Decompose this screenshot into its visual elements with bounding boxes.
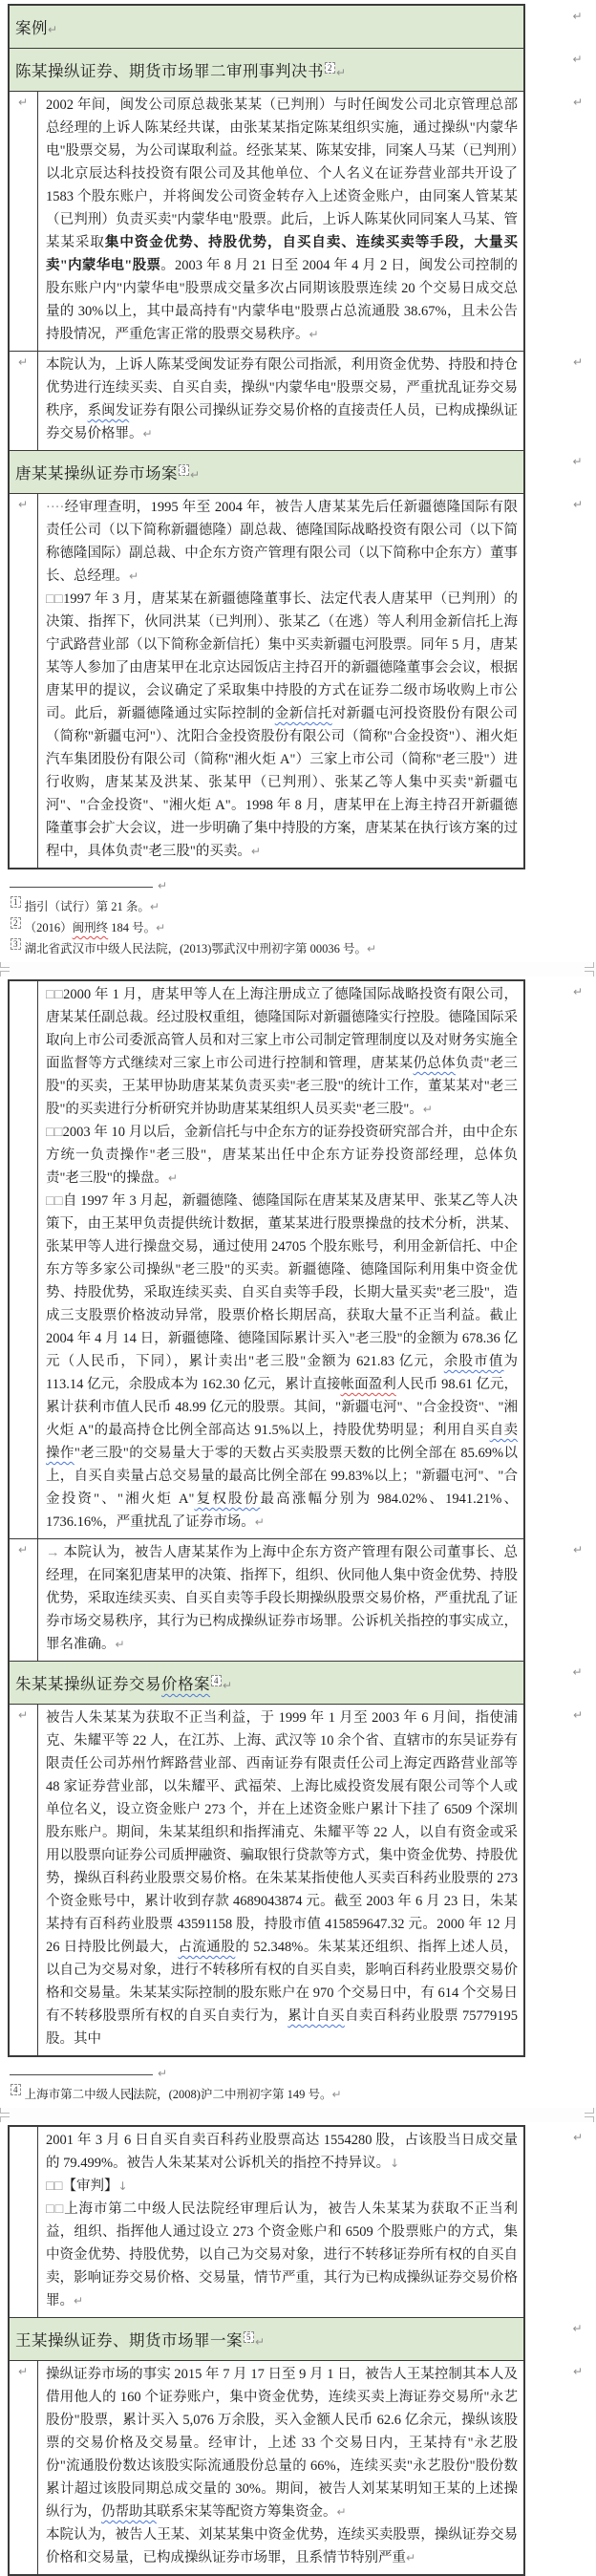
text-segment: 湖北省武汉市中级人民法院，(2013)鄂武汉中刑初字第 00036 号。 [24,942,367,955]
paragraph-mark-icon: ↵ [18,96,29,109]
text-segment: 被告人朱某某为获取不正当利益，于 1999 年 1 月至 2003 年 6 月间，指使浦克、朱耀平等 22 人，在江苏、上海、武汉等 10 余个省、直辖市的东吴证券有限责任公司苏州竹辉路营业部、西南证券有限责任公司上海定西路营业部等 48 家证券营业部，以朱耀平、武福荣、上海比威投资发展有限公司等个人或单位名义，设立资金账户 273 个，并在上述资金账户累计下挂了 6509 个深圳股东账户。期间，朱某某组织和指挥浦克、朱耀平等 22 人，以自有资金或采用以股票向证券公司质押融资、骗取银行贷款等方式，集中资金优势、持股优势，操纵百科药业股票交易价格。在朱某某指使他人买卖百科药业股票的 273 个资金账号中，累计收到存款 4689043874 元。截至 2003 年 6 月 23 日，朱某某持有百科药业股票 43591158 股，持股市值 415859647.32 元。2000 年 12 月 26 日持股比例最大， [46,1710,518,1955]
text-segment: 系闽发 [87,403,130,419]
row-end-mark-icon: ↵ [572,53,583,66]
text-segment: 。2003 年 8 月 21 日至 2004 年 4 月 2 日，闽发公司控制的股东账户内"内蒙华电"股票成交量多次占同期该股票连续 20 个交易日成交总量的 30%以上，其中最高持有"内蒙华电"股票占总流通股 38.67%，且未公告持股情况，严重危害正常的股票交易秩序。 [46,258,518,342]
text-segment: （2016） [24,921,73,934]
paragraph [46,588,518,863]
paragraph-mark-icon: ↵ [223,1679,233,1692]
paragraph-mark-icon: ↵ [18,1543,29,1556]
table-row [10,1538,583,1661]
row-end-mark-icon: ↵ [572,2131,583,2144]
paragraph-mark-icon: ↵ [18,498,29,511]
text-segment: 陈某操纵证券、期货市场罪二审刑事判决书 [15,62,324,80]
paragraph [46,1121,518,1190]
row-end-mark-icon: ↵ [572,355,583,369]
footnote-item[interactable] [10,2084,544,2105]
table-row [10,981,583,1538]
row-marker-cell [10,2127,38,2317]
text-segment: 联系宋某等配资方筹集资金。 [157,2504,337,2520]
paragraph-mark-icon: ↵ [190,468,201,482]
case-title-chen[interactable] [10,48,583,91]
row-end-mark-icon: ↵ [572,2365,583,2378]
text-segment: 2002 年间，闽发公司原总裁张某某（已判刑）与时任闽发公司北京管理总部总经理的上诉人陈某经共谋，由张某某指定陈某组织实施，通过操纵"内蒙华电"股票交易，为公司谋取利益。经张某某、陈某安排，同案人马某（已判刑）以北京辰达科技投资有限公司及其他单位、个人名义在证券营业部共开设了 1583 个股东账户，并将闽发公司资金转存入上述资金账户，由同案人管某某（已判刑）负责买卖"内蒙华电"股票。此后，上诉人陈某伙同同案人马某、管某某采取 [46,97,518,250]
text-segment: 184 号。 [108,921,157,934]
paragraph-mark-icon: ↵ [366,942,377,955]
paragraph [46,2363,518,2523]
text-segment: 本院认为，被告人王某、刘某某集中资金优势，连续买卖股票，操纵证券交易价格和交易量，已构成操纵证券市场罪，且系情节特别严重 [46,2527,518,2565]
paragraph [46,2129,518,2175]
footnote-area [10,2063,544,2105]
text-segment: 自 1997 年 3 月起，新疆德隆、德隆国际在唐某某及唐某甲、张某乙等人决策下，由王某甲负责提供统计数据，董某某进行股票操盘的技术分析，洪某、张某甲等人进行操盘交易，通过使用 24705 个股东账号，利用金新信托、中企东方等多家公司操纵"老三股"的买卖。新疆德隆、德隆国际利用集中资金优势、持股优势，采取连续买卖、自买自卖等手段，长期大量买卖"老三股"，造成三支股票价格波动异常，股票价格长期居高，获取大量不正当利益。截止 2004 年 4 月 14 日，新疆德隆、德隆国际累计买入"老三股"的金额为 678.36 亿元（人民币，下同），累计卖出"老三股"金额为 621.83 亿元， [46,1193,518,1369]
text-cell[interactable] [38,494,523,868]
paragraph-mark-icon: ↵ [18,2365,29,2378]
table-row [10,351,583,450]
paragraph [46,94,518,346]
footnote-ref: 3 [179,464,189,476]
footnote-area [10,875,544,959]
footnote-number: 3 [11,938,21,950]
page-corner-mark-icon [585,2116,594,2122]
text-cell[interactable] [38,92,523,351]
footnote-ref: 5 [244,2331,254,2343]
formatting-mark: □□ [46,1193,63,1209]
text-segment: 累计自买 [287,2008,345,2024]
paragraph-mark-icon: ↵ [115,1638,125,1651]
paragraph [46,1190,518,1534]
paragraph-mark-icon: ↵ [254,1515,265,1529]
text-segment: 金新信托 [274,706,332,721]
paragraph-mark-icon: ↵ [422,1103,433,1116]
text-segment: 自卖操作 [46,1423,519,1461]
footnote-number: 2 [11,917,21,929]
page-corner-mark-icon [585,971,594,977]
paragraph-mark-icon: ↵ [149,900,160,913]
text-segment: "老三股"的交易量大于零的天数占买卖股票天数的比例全部在 85.69%以上，自买自卖量占总交易量的最高比例全部在 99.83%以上；"新疆屯河"、"合金投资"、"湘火炬 A" [46,1446,519,1507]
formatting-mark: → [46,1545,64,1560]
row-end-mark-icon: ↵ [572,1543,583,1556]
case-table-page-1 [8,4,583,869]
row-marker-cell [10,494,38,868]
text-segment: 余股市值 [443,1354,504,1369]
formatting-mark: □□ [46,1125,63,1140]
paragraph-mark-icon: ↵ [48,23,58,36]
footnote-item[interactable] [10,917,544,938]
case-title-zhu[interactable] [10,1661,583,1704]
paragraph [46,983,518,1121]
paragraph [46,2175,518,2198]
text-segment: 仍帮助其 [101,2504,157,2520]
footnote-separator-line [10,887,153,888]
paragraph-mark-icon: ↵ [129,569,139,583]
table-row [10,91,583,351]
paragraph [46,2523,518,2569]
text-cell[interactable] [38,1539,523,1661]
text-segment: 2001 年 3 月 6 日自买自卖百科药业股票高达 1554280 股，占该股当日成交量的 79.499%。被告人朱某某对公诉机关的指控不持异议。 [46,2133,518,2171]
footnote-number: 4 [11,2084,21,2095]
text-segment: 1997 年 3 月，唐某某在新疆德隆董事长、法定代表人唐某甲（已判刑）的决策、指挥下，伙同洪某（已判刑）、张某乙（在逃）等人利用金新信托上海宁武路营业部（以下简称金新信托）集中买卖新疆屯河股票。同年 5 月，唐某某等人参加了由唐某甲在北京达园饭店主持召开的新疆德隆董事会会议，根据唐某甲的提议，会议确定了采取集中持股的方式在证券二级市场收购上市公司。此后，新疆德隆通过实际控制的 [46,591,518,721]
text-segment: 指引（试行）第 21 条。 [24,900,150,913]
row-end-mark-icon: ↵ [572,455,583,468]
paragraph-mark-icon: ↵ [142,427,153,440]
formatting-mark: □□ [46,2201,65,2217]
paragraph-mark-icon: ↵ [18,355,29,369]
linebreak-mark-icon: ↓ [390,2157,400,2170]
footnote-number: 1 [11,896,21,908]
text-segment: 上海市第二中级人民法院经审理后认为，被告人朱某某为获取不正当利益，组织、指挥他人通过设立 273 个资金账户和 6509 个股票账户的方式，集中资金优势、持股优势，以自己为交易对象，进行不转移证券所有权的自买自卖，影响证券交易价格、交易量，情节严重，其行为已构成操纵证券交易价格罪。 [46,2201,518,2308]
footnote-separator [10,875,544,896]
row-end-mark-icon: ↵ [572,985,583,998]
row-marker-cell [10,352,38,450]
text-segment: 为 113.14 亿元，余股成本为 162.30 亿元，累计直接 [46,1354,518,1392]
row-end-mark-icon: ↵ [572,96,583,109]
paragraph-mark-icon: ↵ [167,1171,178,1185]
text-cell[interactable] [38,2361,523,2574]
row-end-mark-icon: ↵ [572,498,583,511]
table-row [10,2127,583,2317]
table-row [10,2360,583,2574]
paragraph [46,1707,518,2050]
footnote-ref: 2 [325,62,335,74]
row-end-mark-icon: ↵ [572,10,583,23]
row-end-mark-icon: ↵ [572,2322,583,2335]
text-segment: 上海市第二中级人民 [24,2088,133,2101]
row-end-mark-icon: ↵ [572,1665,583,1679]
row-marker-cell [10,981,38,1538]
row-marker-cell [10,2361,38,2574]
table-row [10,1704,583,2055]
footnote-separator [10,2063,544,2084]
text-segment: 复权股份 [194,1492,261,1507]
page-corner-mark-icon [0,971,10,977]
row-marker-cell [10,92,38,351]
footnote-item[interactable] [10,896,544,917]
text-segment: 自卖百科药业股票 75779195 股。其中 [46,2008,519,2047]
text-segment: 的 52.348%。朱某某还组织、指挥上述人员，以自己为交易对象，进行不转移所有权的自买自卖，影响百科药业股票交易价格和交易量。朱某某实际控制的股东账户在 970 个交易日中，有 614 个交易日有不转移股票所有权的自买自卖行为， [46,1940,519,2024]
footnote-ref: 4 [211,1675,222,1686]
paragraph-mark-icon: ↵ [336,66,347,79]
linebreak-mark-icon: ↓ [117,2179,128,2193]
case-title-wang[interactable] [10,2317,583,2360]
text-segment: 占流通股 [178,1940,236,1955]
row-marker-cell [10,1539,38,1661]
text-segment: 案例 [15,19,48,37]
page-corner-mark-icon [0,2116,10,2122]
page-boundary[interactable] [0,962,596,977]
table-row [10,493,583,868]
text-cell[interactable] [38,2127,523,2317]
text-segment: 法院，(2008)沪二中刑初字第 149 号。 [133,2088,332,2101]
text-segment: 王某操纵证券、期货市场罪一案 [15,2331,243,2350]
paragraph-mark-icon: ↵ [250,845,261,858]
page-corner-mark-icon [585,2108,594,2114]
text-segment: 唐某某操纵证券市场案 [15,464,178,483]
section-header-anli[interactable] [10,6,583,48]
paragraph-mark-icon: ↵ [18,1708,29,1722]
page-boundary[interactable] [0,2108,596,2122]
row-end-mark-icon: ↵ [572,1708,583,1722]
case-table-page-2 [8,979,583,2057]
text-segment: 本院认为，上诉人陈某受闽发证券有限公司指派，利用资金优势、持股和持仓优势进行连续买卖、自买自卖，操纵"内蒙华电"股票交易，严重扰乱证券交易秩序， [46,357,518,419]
text-segment: 集中资金优势、持股优势，自买自卖、连续买卖等手段，大量买卖"内蒙华电"股票 [46,235,519,273]
case-table-page-3 [8,2125,583,2576]
text-segment: 证券有限公司操纵证券交易价格的直接责任人员，已构成操纵证券交易价格罪。 [46,403,519,441]
paragraph-mark-icon: ↵ [158,2067,168,2080]
paragraph-mark-icon: ↵ [74,2294,84,2308]
text-segment: 负责"老三股"的买卖，王某甲协助唐某某负责买卖"老三股"的统计工作，董某某对"老三股"的买卖进行分析研究并协助唐某某组织人员买卖"老三股"。 [46,1056,519,1117]
text-segment: 【审判】 [62,2179,118,2194]
text-segment: 价格案 [161,1675,210,1693]
case-title-tang[interactable] [10,450,583,493]
text-segment: 本院认为，被告人唐某某作为上海中企东方资产管理有限公司董事长、总经理，在同案犯唐某甲的决策、指挥下，组织、伙同他人集中资金优势、持股优势，采取连续买卖、自买自卖等手段长期操纵股票交易价格，严重扰乱了证券市场交易秩序，其行为已构成操纵证券市场罪。公诉机关指控的事实成立，罪名准确。 [46,1545,519,1652]
paragraph [46,1541,518,1656]
formatting-mark: □□ [46,987,64,1002]
footnote-separator-line [10,2074,153,2075]
text-segment: 闽刑终 [72,921,109,934]
text-segment: 对新疆屯河投资股份有限公司（简称"新疆屯河"）、沈阳合金投资股份有限公司（简称"合金投资"）、湘火炬汽车集团股份有限公司（简称"湘火炬 A"）三家上市公司（简称"老三股"）进行收购，唐某某及洪某、张某甲（已判刑）、张某乙等人集中买卖"新疆屯河"、"合金投资"、"湘火炬 A"。1998 年 8 月，唐某甲在上海主持召开新疆德隆董事会扩大会议，进一步明确了集中持股的方案，唐某某在执行该方案的过程中，具体负责"老三股"的买卖。 [46,706,518,859]
text-segment: 仍总体 [413,1056,456,1071]
text-segment: 操纵证券市场的事实 2015 年 7 月 17 日至 9 月 1 日，被告人王某控制其本人及借用他人的 160 个证券账户，集中资金优势，连续买卖上海证券交易所"永艺股份"股票，累计买入 5,076 万余股，买入金额人民币 62.6 亿余元，操纵该股票的交易价格及交易量。经审计，上述 33 个交易日内，王某持有"永艺股份"流通股份数达该股实际流通股份总量的 66%，连续买卖"永艺股份"股份数累计超过该股同期总成交量的 30%。期间，被告人刘某某明知王某的上述操纵行为， [46,2367,518,2520]
text-segment: 帐面盈利 [340,1377,396,1392]
paragraph-mark-icon: ↵ [331,2088,342,2101]
formatting-mark: ···· [46,500,65,515]
paragraph-mark-icon: ↵ [255,2335,266,2349]
text-segment: 最高涨幅分别为 984.02%、1941.21%、1736.16%，严重扰乱了证券市场。 [46,1492,518,1530]
paragraph-mark-icon: ↵ [158,879,168,892]
text-segment: 朱某某操纵证券交易 [15,1675,161,1693]
paragraph-mark-icon: ↵ [156,921,166,934]
text-cell[interactable] [38,352,523,450]
page-corner-mark-icon [0,962,10,968]
paragraph-mark-icon: ↵ [406,2551,416,2565]
formatting-mark: □□ [46,2179,63,2194]
text-segment: 人民币 98.61 亿元，累计获利市值人民币 48.99 亿元的股票。其间，"新疆屯河"、"合金投资"、"湘火炬 A"的最高持仓比例全部高达 91.5%以上，持股优势明显；利用自买 [46,1377,519,1438]
text-cell[interactable] [38,981,523,1538]
paragraph [46,2198,518,2312]
text-segment: 2003 年 10 月以后，金新信托与中企东方的证券投资研究部合并，由中企东方统一负责操作"老三股"，唐某某出任中企东方证券投资部经理，总体负责"老三股"的操盘。 [46,1125,518,1186]
paragraph [46,496,518,588]
page-corner-mark-icon [585,962,594,968]
paragraph-mark-icon: ↵ [336,2505,347,2519]
text-cell[interactable] [38,1705,523,2055]
formatting-mark: □□ [46,591,64,607]
footnote-item[interactable] [10,938,544,959]
text-segment: 经审理查明，1995 年至 2004 年，被告人唐某某先后任新疆德隆国际有限责任公司（以下简称新疆德隆）副总裁、德隆国际战略投资有限公司（以下简称德隆国际）副总裁、中企东方资产管理有限公司（以下简称中企东方）董事长、总经理。 [46,500,518,584]
text-segment: 2000 年 1 月，唐某甲等人在上海注册成立了德隆国际战略投资有限公司，唐某某任副总裁。经过股权重组，德隆国际对新疆德隆实行控股。德隆国际采取向上市公司委派高管人员和对三家上市公司制定管理制度以及对财务实施全面监督等方式继续对三家上市公司进行控制和管理，唐某某 [46,987,518,1071]
row-marker-cell [10,1705,38,2055]
page-corner-mark-icon [0,2108,10,2114]
paragraph [46,354,518,445]
paragraph-mark-icon: ↵ [309,328,319,341]
